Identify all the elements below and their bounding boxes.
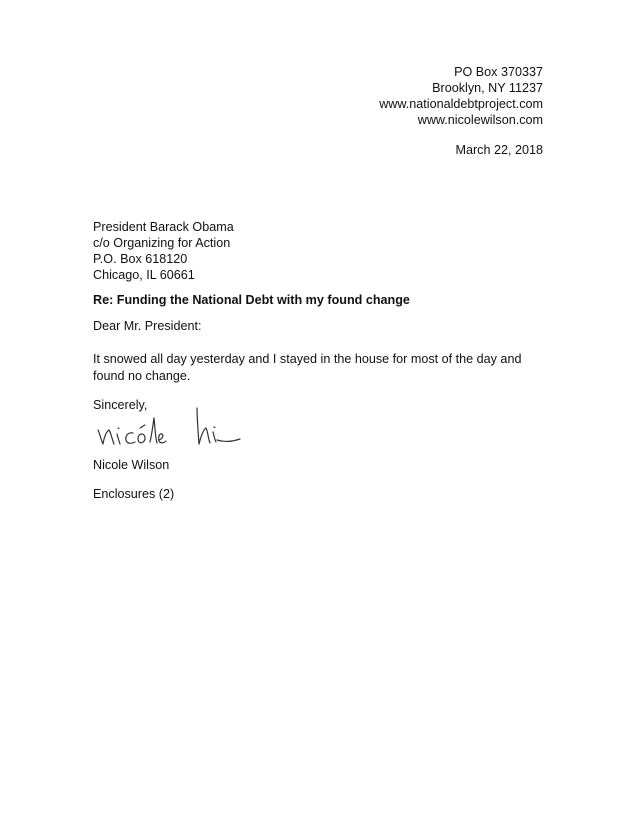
letter-date: March 22, 2018 xyxy=(455,143,543,157)
letter-body-paragraph: It snowed all day yesterday and I stayed in the house for most of the day and found no change. xyxy=(93,352,522,383)
subject-line: Re: Funding the National Debt with my found change xyxy=(93,293,410,307)
sender-address-line: PO Box 370337 xyxy=(454,65,543,79)
enclosures-note: Enclosures (2) xyxy=(93,487,175,501)
recipient-address-line: c/o Organizing for Action xyxy=(93,236,231,250)
handwritten-signature xyxy=(95,398,255,458)
sender-website-link: www.nicolewilson.com xyxy=(417,113,543,127)
sender-address xyxy=(379,64,543,128)
signature-strokes xyxy=(98,408,240,444)
recipient-address xyxy=(93,219,234,283)
recipient-address-line: President Barack Obama xyxy=(93,220,234,234)
recipient-address-line: P.O. Box 618120 xyxy=(93,252,188,266)
sender-address-line: Brooklyn, NY 11237 xyxy=(432,81,543,95)
recipient-address-line: Chicago, IL 60661 xyxy=(93,268,195,282)
salutation: Dear Mr. President: xyxy=(93,319,202,333)
signer-name: Nicole Wilson xyxy=(93,458,170,472)
closing: Sincerely, xyxy=(93,398,148,412)
sender-website-link: www.nationaldebtproject.com xyxy=(379,97,543,111)
